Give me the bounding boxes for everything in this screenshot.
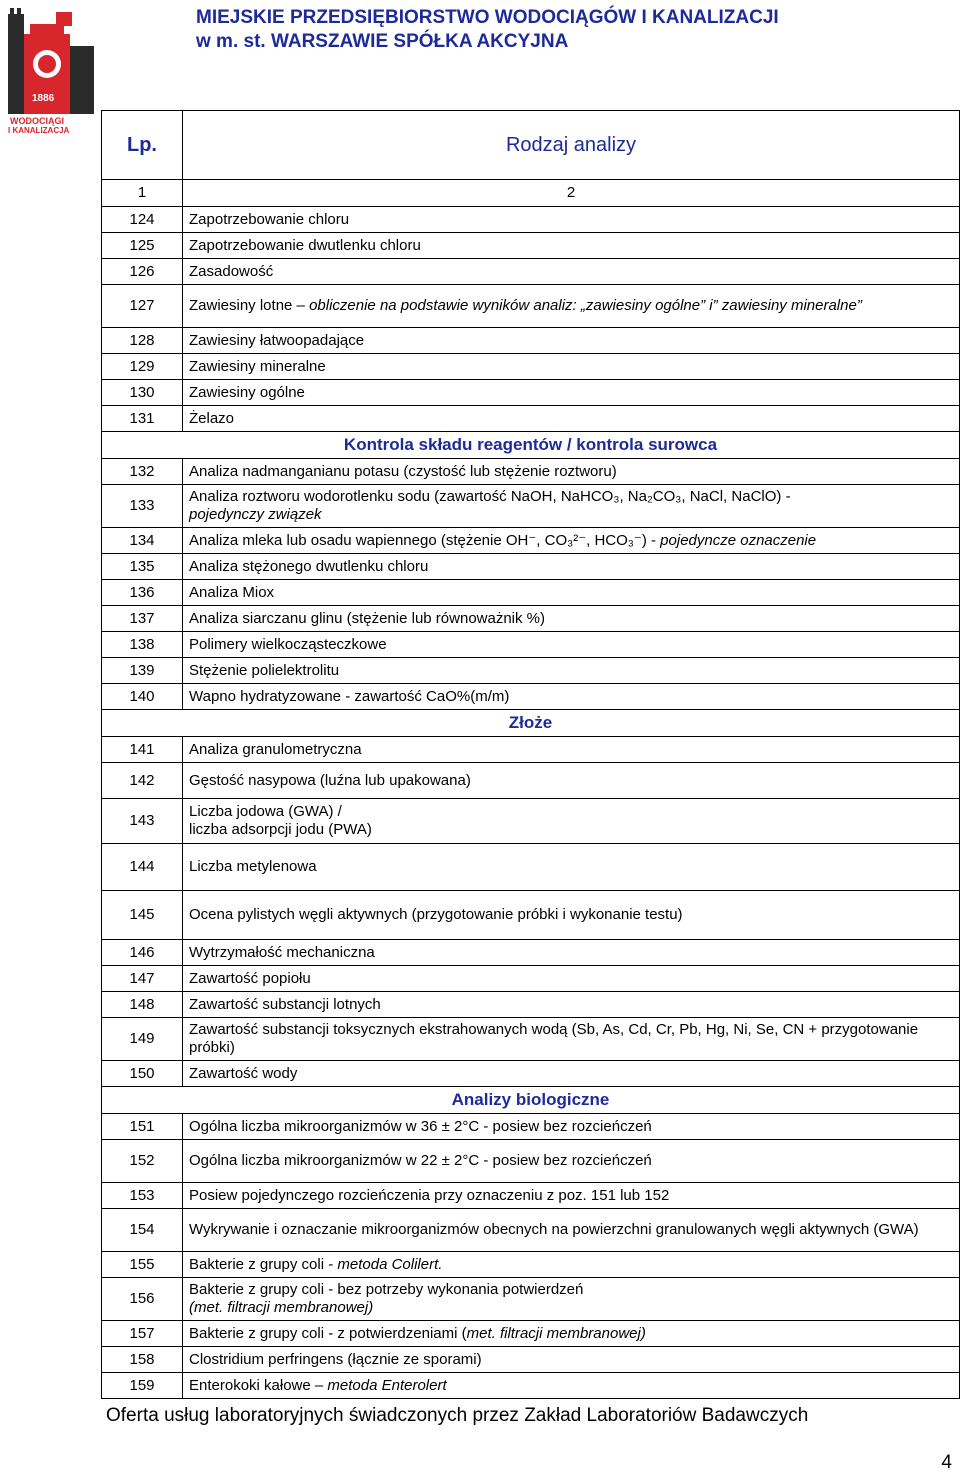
row-analysis-name: Wytrzymałość mechaniczna [183, 940, 960, 966]
row-analysis-name [183, 485, 960, 528]
row-text-italic: (met. filtracji membranowej) [189, 1299, 374, 1316]
table-row [102, 606, 960, 632]
section-row-reagents [102, 432, 960, 459]
row-analysis-name: Żelazo [183, 406, 960, 432]
table-row [102, 1183, 960, 1209]
table-row [102, 233, 960, 259]
row-number: 130 [102, 380, 183, 406]
table-row [102, 891, 960, 940]
table-row [102, 259, 960, 285]
table-row [102, 966, 960, 992]
row-analysis-name: Analiza granulometryczna [183, 737, 960, 763]
row-analysis-name: Zawartość popiołu [183, 966, 960, 992]
row-number: 139 [102, 658, 183, 684]
column-header-lp: Lp. [102, 111, 183, 180]
row-analysis-name [183, 1373, 960, 1399]
table-row [102, 684, 960, 710]
row-number: 133 [102, 485, 183, 528]
row-analysis-name [183, 528, 960, 554]
row-text-line2: liczba adsorpcji jodu (PWA) [189, 821, 372, 838]
row-number: 127 [102, 285, 183, 328]
row-analysis-name: Zawiesiny ogólne [183, 380, 960, 406]
index-cell-1: 1 [102, 180, 183, 207]
row-analysis-name: Zawiesiny łatwoopadające [183, 328, 960, 354]
row-analysis-name: Zawiesiny mineralne [183, 354, 960, 380]
row-analysis-name: Ogólna liczba mikroorganizmów w 36 ± 2°C - posiew bez rozcieńczeń [183, 1114, 960, 1140]
row-text-italic: met. filtracji membranowej) [466, 1324, 646, 1342]
row-number: 156 [102, 1278, 183, 1321]
row-number: 151 [102, 1114, 183, 1140]
table-row [102, 459, 960, 485]
row-analysis-name: Ogólna liczba mikroorganizmów w 22 ± 2°C - posiew bez rozcieńczeń [183, 1140, 960, 1183]
row-number: 131 [102, 406, 183, 432]
table-row [102, 632, 960, 658]
table-row [102, 207, 960, 233]
index-cell-2: 2 [183, 180, 960, 207]
row-analysis-name: Liczba metylenowa [183, 844, 960, 891]
company-name [196, 6, 916, 54]
row-analysis-name [183, 1252, 960, 1278]
row-number: 147 [102, 966, 183, 992]
table-row [102, 940, 960, 966]
section-title: Analizy biologiczne [102, 1087, 960, 1114]
row-text: Analiza mleka lub osadu wapiennego (stężenie OH⁻, CO₃²⁻, HCO₃⁻) - [189, 531, 656, 549]
row-analysis-name: Analiza nadmanganianu potasu (czystość lub stężenie roztworu) [183, 459, 960, 485]
row-text: Analiza roztworu wodorotlenku sodu (zawartość NaOH, NaHCO₃, Na₂CO₃, NaCl, NaClO) - [189, 488, 791, 505]
footer-text: Oferta usług laboratoryjnych świadczonych przez Zakład Laboratoriów Badawczych [106, 1405, 809, 1426]
row-analysis-name: Posiew pojedynczego rozcieńczenia przy oznaczeniu z poz. 151 lub 152 [183, 1183, 960, 1209]
table-row [102, 485, 960, 528]
row-analysis-name: Zapotrzebowanie dwutlenku chloru [183, 233, 960, 259]
row-number: 158 [102, 1347, 183, 1373]
row-analysis-name: Wapno hydratyzowane - zawartość CaO%(m/m) [183, 684, 960, 710]
row-text: Liczba jodowa (GWA) / [189, 803, 342, 820]
row-text: Bakterie z grupy coli - bez potrzeby wykonania potwierdzeń [189, 1281, 584, 1298]
row-analysis-name [183, 799, 960, 844]
row-number: 159 [102, 1373, 183, 1399]
table-row [102, 1209, 960, 1252]
row-number: 154 [102, 1209, 183, 1252]
logo-tower-left [8, 14, 24, 114]
table-row [102, 1278, 960, 1321]
logo-tower-right [70, 46, 94, 114]
row-number: 155 [102, 1252, 183, 1278]
row-number: 149 [102, 1018, 183, 1061]
table-row [102, 799, 960, 844]
row-analysis-name: Clostridium perfringens (łącznie ze sporami) [183, 1347, 960, 1373]
table-row [102, 1061, 960, 1087]
company-name-line1: MIEJSKIE PRZEDSIĘBIORSTWO WODOCIĄGÓW I KANALIZACJI [196, 7, 779, 28]
row-number: 134 [102, 528, 183, 554]
row-number: 142 [102, 763, 183, 799]
logo-text-1: WODOCIĄGI [10, 116, 64, 126]
page-number: 4 [941, 1452, 952, 1473]
row-text: Bakterie z grupy coli - z potwierdzeniami ( [189, 1324, 467, 1342]
row-number: 150 [102, 1061, 183, 1087]
table-row [102, 1114, 960, 1140]
row-number: 124 [102, 207, 183, 233]
row-text-italic: metoda Colilert. [337, 1255, 443, 1273]
table-row [102, 554, 960, 580]
row-analysis-name: Zawartość substancji toksycznych ekstrahowanych wodą (Sb, As, Cd, Cr, Pb, Hg, Ni, Se, CN + przygotowanie próbki) [183, 1018, 960, 1061]
row-number: 140 [102, 684, 183, 710]
row-analysis-name [183, 285, 960, 328]
row-analysis-name: Zawartość substancji lotnych [183, 992, 960, 1018]
section-row-biological [102, 1087, 960, 1114]
row-number: 129 [102, 354, 183, 380]
table-row [102, 328, 960, 354]
row-number: 138 [102, 632, 183, 658]
table-row [102, 1347, 960, 1373]
row-text-italic: metoda Enterolert [327, 1376, 447, 1394]
table-row [102, 992, 960, 1018]
company-name-line2: w m. st. WARSZAWIE SPÓŁKA AKCYJNA [196, 31, 569, 52]
row-number: 144 [102, 844, 183, 891]
section-row-bed [102, 710, 960, 737]
row-analysis-name: Zawartość wody [183, 1061, 960, 1087]
row-number: 146 [102, 940, 183, 966]
row-number: 136 [102, 580, 183, 606]
row-number: 135 [102, 554, 183, 580]
row-analysis-name [183, 1278, 960, 1321]
table-row [102, 354, 960, 380]
row-analysis-name: Stężenie polielektrolitu [183, 658, 960, 684]
table-row [102, 1252, 960, 1278]
row-number: 143 [102, 799, 183, 844]
row-analysis-name: Zasadowość [183, 259, 960, 285]
row-text-italic: obliczenie na podstawie wyników analiz: „zawiesiny ogólne” i” zawiesiny mineralne” [309, 297, 862, 314]
logo-year: 1886 [32, 93, 55, 104]
logo-crown [56, 12, 72, 26]
row-text-italic: pojedyncze oznaczenie [660, 531, 817, 549]
table-row [102, 528, 960, 554]
row-number: 128 [102, 328, 183, 354]
row-analysis-name: Analiza stężonego dwutlenku chloru [183, 554, 960, 580]
row-analysis-name: Analiza Miox [183, 580, 960, 606]
table-row [102, 580, 960, 606]
row-analysis-name: Analiza siarczanu glinu (stężenie lub równoważnik %) [183, 606, 960, 632]
row-text: Enterokoki kałowe – [189, 1376, 328, 1394]
table-index-row [102, 180, 960, 207]
row-number: 132 [102, 459, 183, 485]
table-row [102, 763, 960, 799]
row-analysis-name: Ocena pylistych węgli aktywnych (przygotowanie próbki i wykonanie testu) [183, 891, 960, 940]
section-title: Złoże [102, 710, 960, 737]
table-row [102, 1321, 960, 1347]
row-number: 125 [102, 233, 183, 259]
row-analysis-name: Gęstość nasypowa (luźna lub upakowana) [183, 763, 960, 799]
row-text: Zawiesiny lotne – [189, 297, 310, 314]
row-number: 141 [102, 737, 183, 763]
row-number: 145 [102, 891, 183, 940]
row-number: 126 [102, 259, 183, 285]
table-row [102, 285, 960, 328]
row-analysis-name [183, 1321, 960, 1347]
column-header-analysis-type: Rodzaj analizy [183, 111, 960, 180]
table-row [102, 737, 960, 763]
row-number: 148 [102, 992, 183, 1018]
section-title: Kontrola składu reagentów / kontrola surowca [102, 432, 960, 459]
row-analysis-name: Polimery wielkocząsteczkowe [183, 632, 960, 658]
logo-text-2: I KANALIZACJA [8, 126, 70, 134]
table-row [102, 380, 960, 406]
table-header-row [102, 111, 960, 180]
table-row [102, 1140, 960, 1183]
company-logo [6, 6, 94, 134]
analysis-table [101, 110, 960, 1399]
row-number: 153 [102, 1183, 183, 1209]
table-row [102, 844, 960, 891]
table-row [102, 658, 960, 684]
row-text: Bakterie z grupy coli - [189, 1255, 338, 1273]
row-number: 157 [102, 1321, 183, 1347]
row-number: 152 [102, 1140, 183, 1183]
row-analysis-name: Wykrywanie i oznaczanie mikroorganizmów obecnych na powierzchni granulowanych węgli aktywnych (GWA) [183, 1209, 960, 1252]
row-analysis-name: Zapotrzebowanie chloru [183, 207, 960, 233]
row-number: 137 [102, 606, 183, 632]
table-row [102, 1373, 960, 1399]
table-row [102, 1018, 960, 1061]
row-text-italic: pojedynczy związek [189, 506, 322, 523]
table-row [102, 406, 960, 432]
